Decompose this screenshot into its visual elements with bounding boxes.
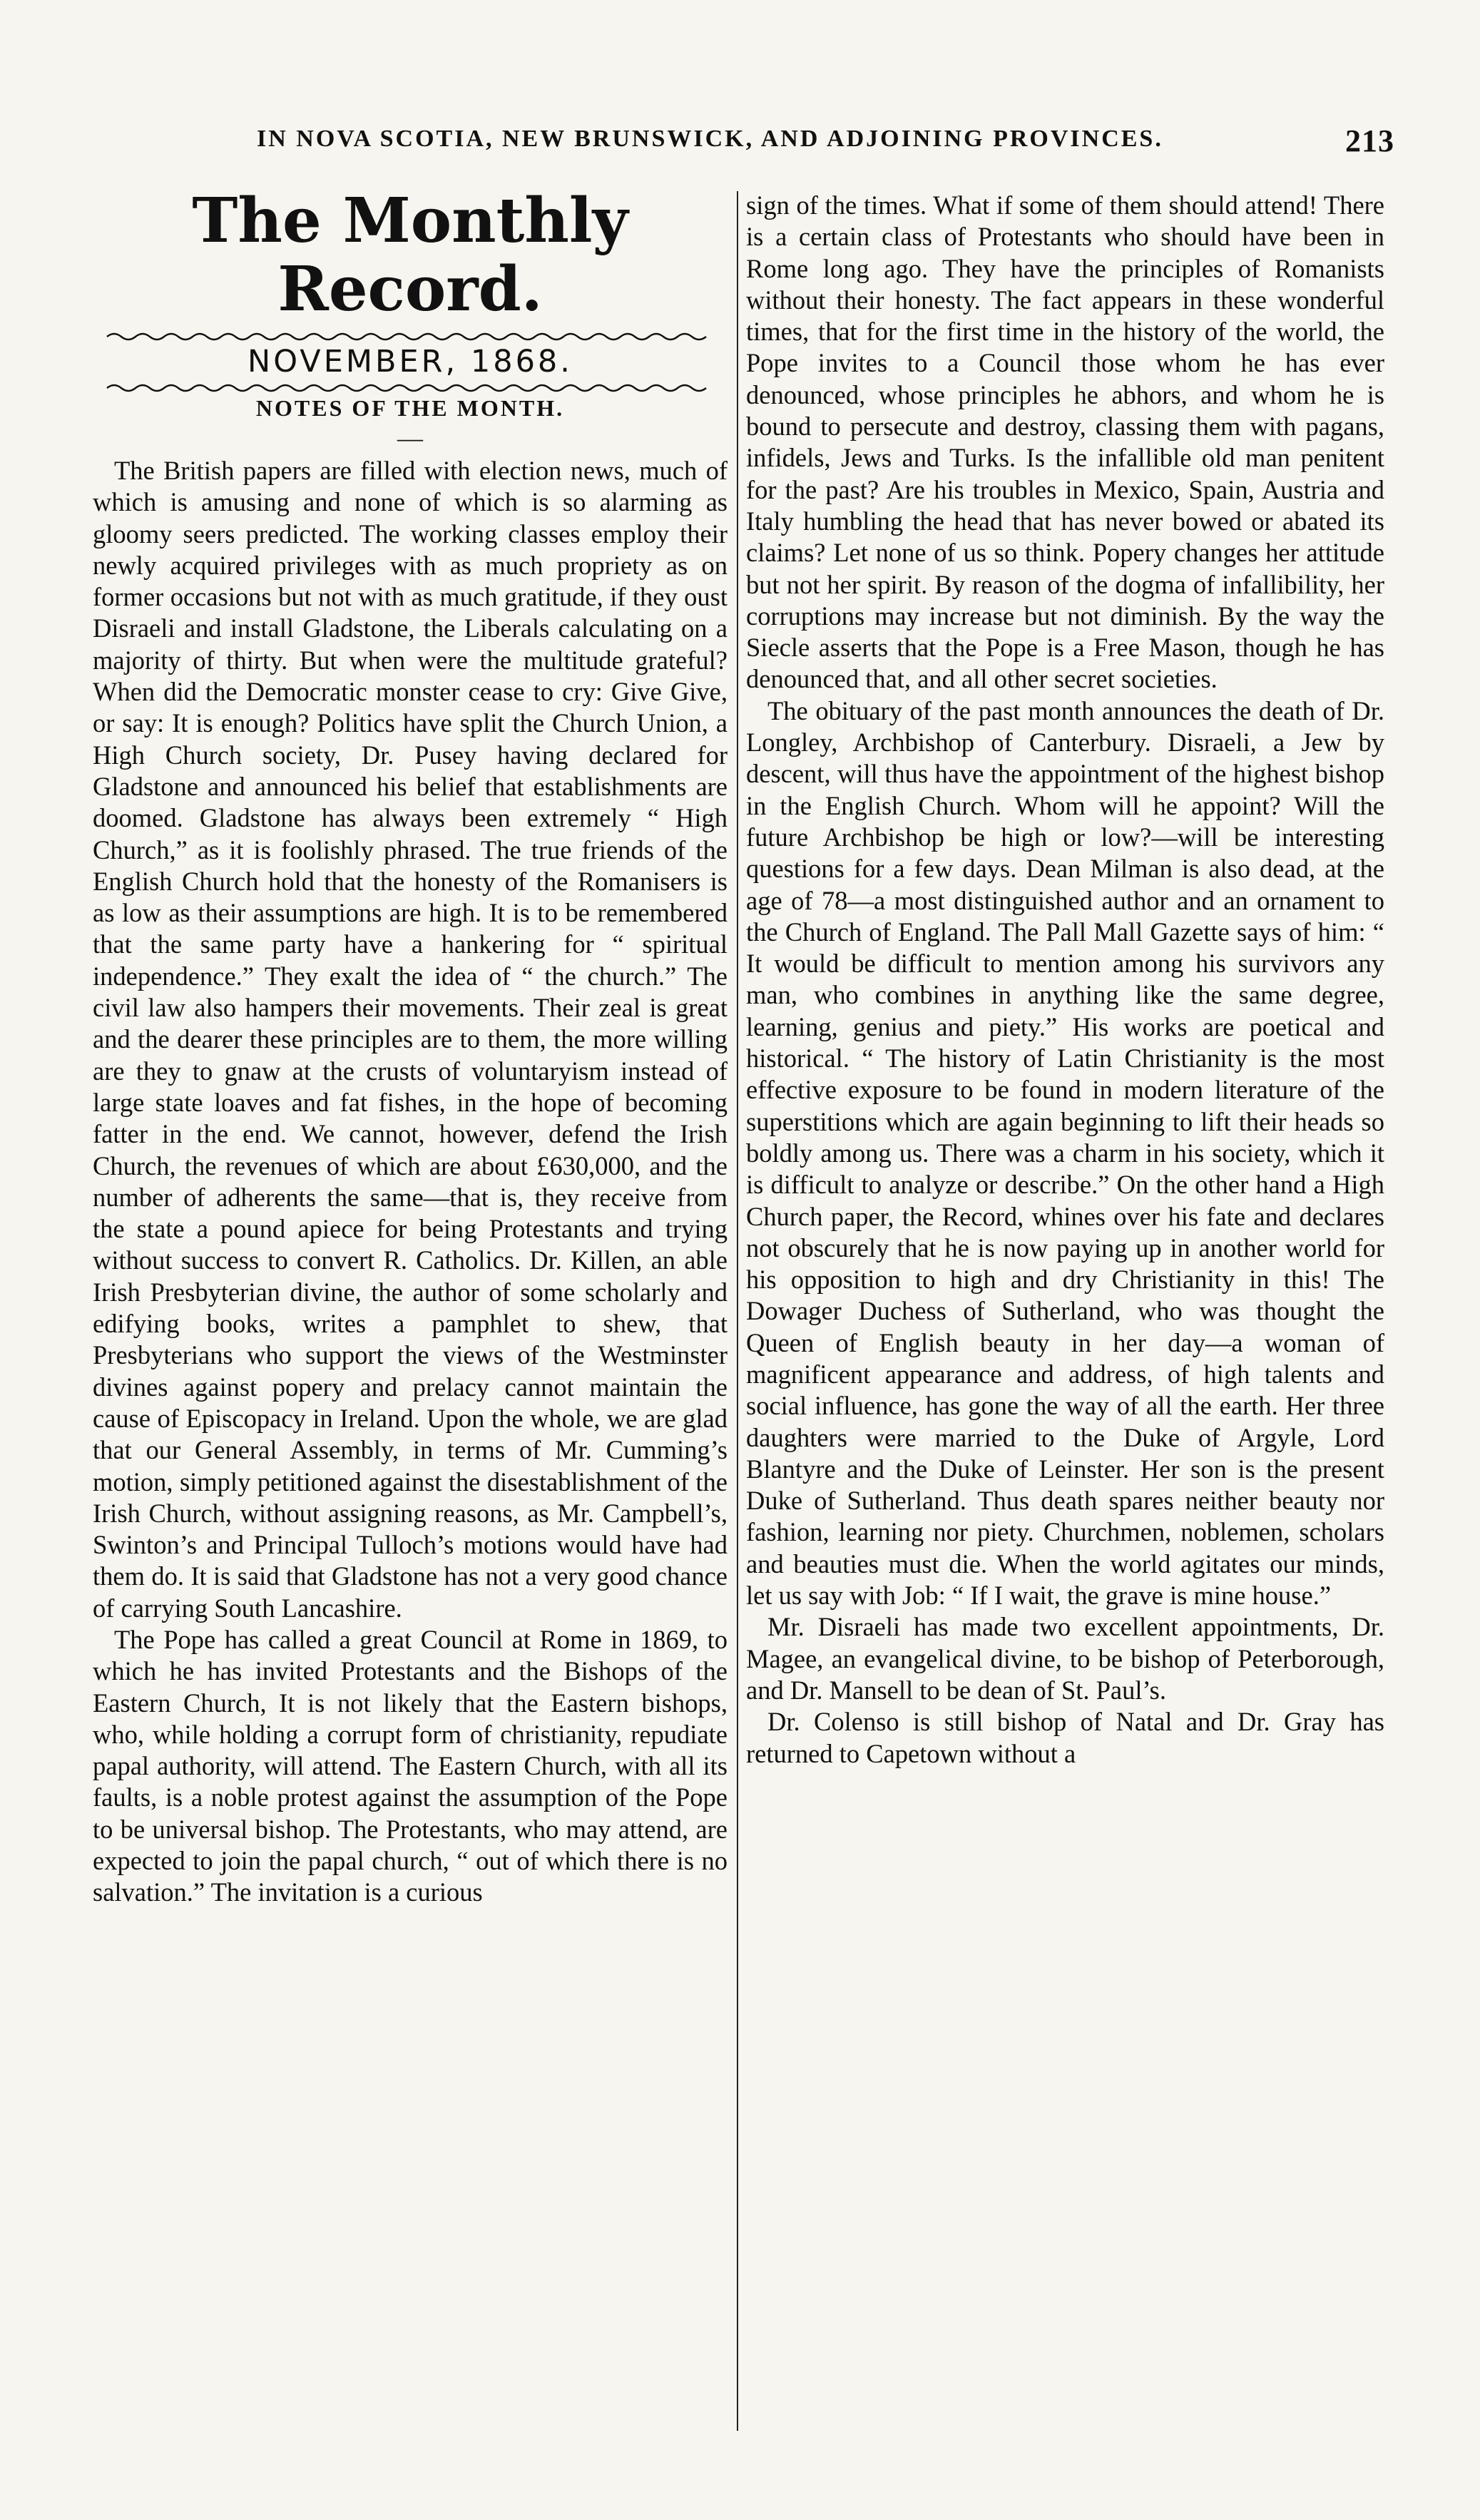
left-paragraph-2: The Pope has called a great Council at Rome in 1869, to which he has invited Protestants and the Bishops of the Eastern Church, It is not likely that the Eastern bishops, who, while holding a corrupt form of christianity, repudiate papal authority, will attend. The Eastern Church, with all its faults, is a noble protest against the assumption of the Pope to be universal bishop. The Protestants, who may attend, are expected to join the papal church, “ out of which there is no salvation.” The invitation is a curious [93, 1624, 728, 1907]
masthead-title: The Monthly Record. [192, 185, 628, 325]
left-paragraph-1: The British papers are filled with election news, much of which is amusing and none of which is so alarming as gloomy seers predicted. The working classes employ their newly acquired privileges with as much propriety as on former occasions but not with as much gratitude, if they oust Disraeli and install Gladstone, the Liberals calculating on a majority of thirty. But when were the multitude grateful? When did the Democratic monster cease to cry: Give Give, or say: It is enough? Politics have split the Church Union, a High Church society, Dr. Pusey having declared for Gladstone and announced his belief that establishments are doomed. Gladstone has always been extremely “ High Church,” as it is foolishly phrased. The true friends of the English Church hold that the honesty of the Romanisers is as low as their assumptions are high. It is to be remembered that the same party have a hankering for “ spiritual independence.” They exalt the idea of “ the church.” The civil law also hampers their movements. Their zeal is great and the dearer these principles are to them, the more willing are they to gnaw at the crusts of voluntaryism instead of large state loaves and fat fishes, in the hope of becoming fatter in the end. We cannot, however, defend the Irish Church, the revenues of which are about £630,000, and the number of adherents the same—that is, they receive from the state a pound apiece for being Protestants and trying without success to convert R. Catholics. Dr. Killen, an able Irish Presbyterian divine, the author of some scholarly and edifying books, writes a pamphlet to shew, that Presbyterians who support the views of the Westminster divines against popery and prelacy cannot maintain the cause of Episcopacy in Ireland. Upon the whole, we are glad that our General Assembly, in terms of Mr. Cumming’s motion, simply petitioned against the disestablishment of the Irish Church, without assigning reasons, as Mr. Campbell’s, Swinton’s and Principal Tulloch’s motions would have had them do. It is said that Gladstone has not a very good chance of carrying South Lancashire. [93, 456, 728, 1623]
section-heading: NOTES OF THE MONTH. [255, 395, 565, 421]
column-divider [737, 191, 738, 2431]
heading-dash: — [397, 424, 423, 452]
right-paragraph-1: sign of the times. What if some of them should attend! There is a certain class of Protestants who should have been in Rome long ago. They have the principles of Romanists without their honesty. The fact appears in these wonderful times, that for the first time in the history of the world, the Pope invites to a Council those whom he has ever denounced, whose principles he abhors, and whom he is bound to persecute and destroy, classing them with pagans, infidels, Jews and Turks. Is the infallible old man penitent for the past? Are his troubles in Mexico, Spain, Austria and Italy humbling the head that has never bowed or abated its claims? Let none of us so think. Popery changes her attitude but not her spirit. By reason of the dogma of infallibility, her corruptions may increase but not diminish. By the way the Siecle asserts that the Pope is a Free Mason, though he has denounced that, and all other secret societies. [746, 190, 1384, 694]
left-column [93, 185, 728, 1909]
right-column [746, 190, 1384, 1770]
running-head [0, 123, 1480, 168]
right-paragraph-4: Dr. Colenso is still bishop of Natal and Dr. Gray has returned to Capetown without a [746, 1707, 1384, 1768]
right-paragraph-3: Mr. Disraeli has made two excellent appointments, Dr. Magee, an evangelical divine, to be bishop of Peterborough, and Dr. Mansell to be dean of St. Paul’s. [746, 1612, 1384, 1705]
page-number: 213 [1345, 123, 1394, 158]
right-paragraph-2: The obituary of the past month announces the death of Dr. Longley, Archbishop of Canterbury. Disraeli, a Jew by descent, will thus have the appointment of the highest bishop in the English Church. Whom will he appoint? Will the future Archbishop be high or low?—will be interesting questions for a few days. Dean Milman is also dead, at the age of 78—a most distinguished author and an ornament to the Church of England. The Pall Mall Gazette says of him: “ It would be difficult to mention among his survivors any man, who combines in anything like the same degree, learning, genius and piety.” His works are poetical and historical. “ The history of Latin Christianity is the most effective exposure to be found in modern literature of the superstitions which are again beginning to lift their heads so boldly among us. There was a charm in his society, which it is difficult to analyze or describe.” On the other hand a High Church paper, the Record, whines over his fate and declares not obscurely that he is now paying up in another world for his opposition to high and dry Christianity in this! The Dowager Duchess of Sutherland, who was thought the Queen of English beauty in her day—a woman of magnificent appearance and address, of high talents and social influence, has gone the way of all the earth. Her three daughters were married to the Duke of Argyle, Lord Blantyre and the Duke of Leinster. Her son is the present Duke of Sutherland. Thus death spares neither beauty nor fashion, learning nor piety. Churchmen, noblemen, scholars and beauties must die. When the world agitates our minds, let us say with Job: “ If I wait, the grave is mine house.” [746, 695, 1384, 1611]
issue-date: NOVEMBER, 1868. [247, 344, 573, 379]
running-head-title: IN NOVA SCOTIA, NEW BRUNSWICK, AND ADJOINING PROVINCES. [257, 126, 1163, 152]
